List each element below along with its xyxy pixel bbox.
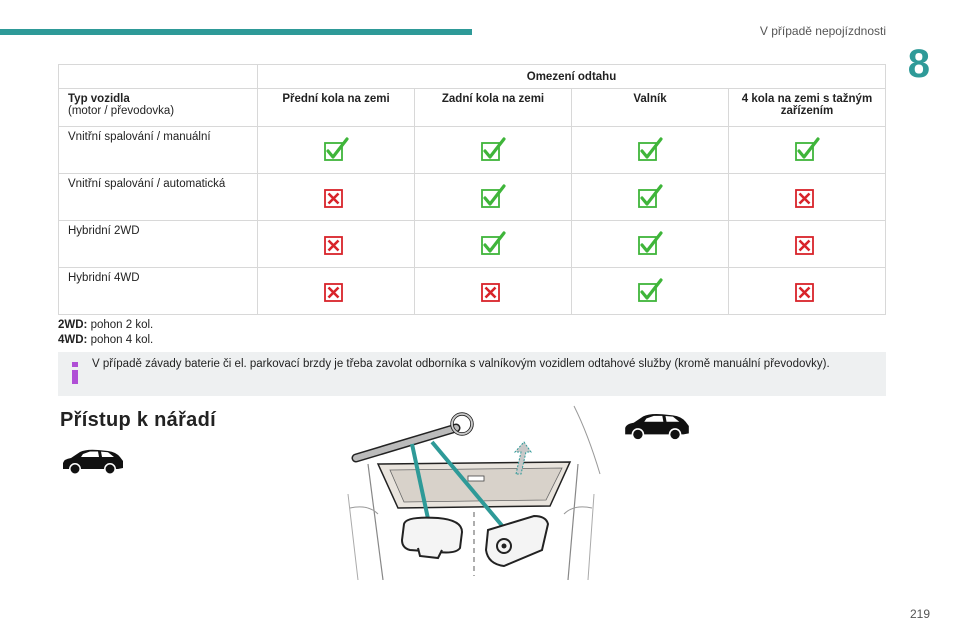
cell-four-wheels-towbar	[729, 127, 886, 174]
check-icon	[794, 137, 820, 163]
cross-icon	[480, 278, 506, 304]
info-text: V případě závady baterie či el. parkovací brzdy je třeba zavolat odborníka s valníkovým vozidlem odtahové služby (kromě manuální převodovky).	[92, 358, 830, 370]
legend-text: pohon 4 kol.	[87, 334, 154, 346]
page-number: 219	[909, 607, 930, 621]
column-header-front-wheels: Přední kola na zemi	[258, 89, 415, 127]
cell-front-wheels	[258, 174, 415, 221]
tools-access-heading: Přístup k nářadí	[60, 409, 216, 431]
table-row	[59, 174, 886, 221]
table-row	[59, 221, 886, 268]
vehicle-type-header-title: Typ vozidla	[68, 93, 130, 105]
vehicle-type-label: Hybridní 4WD	[59, 268, 258, 315]
legend-text: pohon 2 kol.	[87, 319, 154, 331]
cell-four-wheels-towbar	[729, 268, 886, 315]
chapter-number: 8	[907, 42, 930, 86]
cross-icon	[794, 184, 820, 210]
check-icon	[637, 278, 663, 304]
car-suv-icon	[60, 448, 126, 476]
cross-icon	[794, 231, 820, 257]
legend-term: 4WD:	[58, 334, 88, 346]
column-header-flatbed: Valník	[572, 89, 729, 127]
check-icon	[637, 231, 663, 257]
cell-flatbed	[572, 127, 729, 174]
check-icon	[323, 137, 349, 163]
check-icon	[480, 137, 506, 163]
table-group-header: Omezení odtahu	[258, 65, 886, 89]
cell-front-wheels	[258, 127, 415, 174]
cell-front-wheels	[258, 268, 415, 315]
cross-icon	[323, 231, 349, 257]
cell-rear-wheels	[415, 268, 572, 315]
legend-term: 2WD:	[58, 319, 88, 331]
column-header-four-wheels-towbar: 4 kola na zemi s tažným zařízením	[729, 89, 886, 127]
cell-front-wheels	[258, 221, 415, 268]
table-row	[59, 268, 886, 315]
check-icon	[637, 137, 663, 163]
cell-flatbed	[572, 221, 729, 268]
info-icon	[66, 361, 84, 385]
cell-flatbed	[572, 268, 729, 315]
car-suv-icon	[622, 412, 692, 442]
legend-4wd	[58, 334, 153, 346]
cross-icon	[323, 278, 349, 304]
cell-four-wheels-towbar	[729, 174, 886, 221]
table-row	[59, 127, 886, 174]
info-box	[58, 352, 886, 396]
cell-rear-wheels	[415, 174, 572, 221]
cell-rear-wheels	[415, 221, 572, 268]
cell-four-wheels-towbar	[729, 221, 886, 268]
legend-2wd	[58, 319, 153, 331]
towing-limits-table	[58, 64, 886, 315]
check-icon	[480, 231, 506, 257]
cross-icon	[323, 184, 349, 210]
vehicle-type-header	[59, 89, 258, 127]
column-header-rear-wheels: Zadní kola na zemi	[415, 89, 572, 127]
vehicle-type-label: Vnitřní spalování / automatická	[59, 174, 258, 221]
vehicle-type-label: Hybridní 2WD	[59, 221, 258, 268]
cell-flatbed	[572, 174, 729, 221]
cell-rear-wheels	[415, 127, 572, 174]
vehicle-type-label: Vnitřní spalování / manuální	[59, 127, 258, 174]
check-icon	[637, 184, 663, 210]
cross-icon	[794, 278, 820, 304]
boot-tools-illustration	[338, 404, 604, 580]
vehicle-type-header-subtitle: (motor / převodovka)	[68, 105, 175, 117]
check-icon	[480, 184, 506, 210]
header-accent-bar	[0, 29, 472, 35]
section-title: V případě nepojízdnosti	[759, 24, 886, 38]
